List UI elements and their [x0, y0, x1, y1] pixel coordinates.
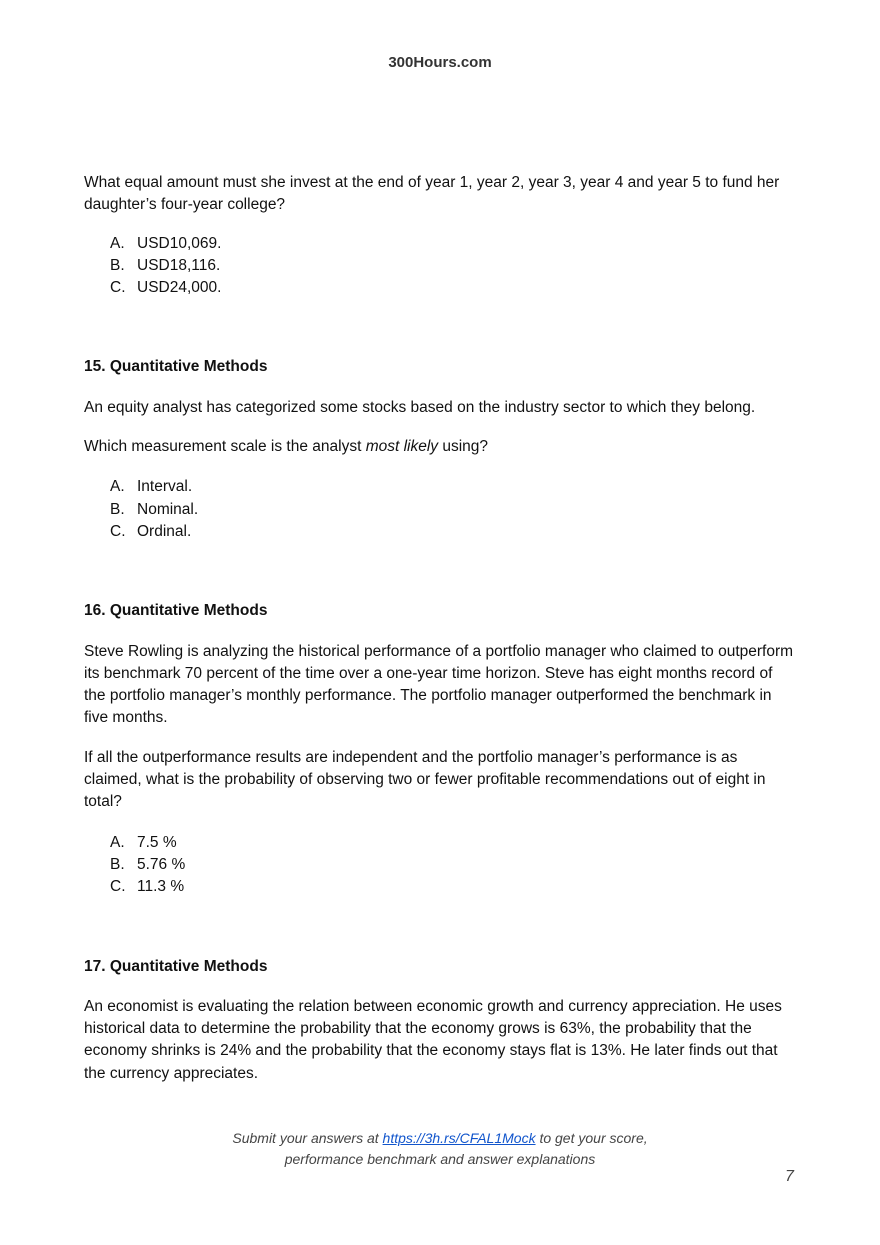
option-item [110, 854, 796, 876]
option-text: Ordinal. [137, 522, 192, 540]
q16-question-text: Steve Rowling is analyzing the historical performance of a portfolio manager who claimed to outperform its benchmark 70 percent of the time over a one-year time horizon. Steve has eight months record of the portfolio manager’s monthly performance. The portfolio manager outperformed the benchmark in five months. [84, 642, 794, 727]
option-letter: C. [110, 522, 126, 540]
option-text: USD24,000. [137, 279, 222, 297]
page-number: 7 [785, 1168, 794, 1185]
option-letter: B. [110, 256, 125, 274]
footer-text: Submit your answers at [232, 1130, 383, 1146]
q16-question-prompt: If all the outperformance results are independent and the portfolio manager’s performance is as claimed, what is the probability of observing two or fewer profitable recommendations out of eight in total? [84, 748, 766, 811]
submit-answers-link[interactable]: https://3h.rs/CFAL1Mock [382, 1130, 536, 1146]
option-item [110, 499, 796, 521]
option-text: 7.5 % [137, 833, 177, 851]
option-letter: C. [110, 878, 126, 896]
emphasis-text: most likely [365, 438, 439, 456]
footer-line-2: performance benchmark and answer explanations [284, 1150, 596, 1167]
prompt-text: Which measurement scale is the analyst [84, 438, 366, 456]
footer-line-1 [0, 1128, 880, 1149]
option-letter: A. [110, 234, 125, 252]
q15-title: 15. Quantitative Methods [84, 358, 268, 376]
option-item [110, 521, 796, 543]
option-letter: A. [110, 833, 125, 851]
page-content [84, 172, 796, 1085]
q17-question-text: An economist is evaluating the relation between economic growth and currency appreciation. He uses historical data to determine the probability that the economy grows is 63%, the probability that the economy shrinks is 24% and the probability that the economy stays flat is 13%. He later finds out that the currency appreciates. [84, 997, 782, 1082]
option-letter: B. [110, 855, 125, 873]
page-footer [0, 1128, 880, 1169]
option-item [110, 255, 796, 277]
option-letter: C. [110, 279, 126, 297]
option-text: Nominal. [137, 500, 199, 518]
site-header: 300Hours.com [388, 54, 492, 71]
prompt-text: using? [438, 438, 489, 456]
q15-options [84, 476, 796, 543]
option-text: USD10,069. [137, 234, 222, 252]
option-item [110, 832, 796, 854]
footer-text: to get your score, [535, 1130, 648, 1146]
option-text: USD18,116. [137, 256, 221, 274]
q14-options [84, 233, 796, 300]
option-text: Interval. [137, 478, 193, 496]
option-item [110, 876, 796, 898]
option-letter: A. [110, 478, 125, 496]
option-item [110, 476, 796, 498]
option-letter: B. [110, 500, 125, 518]
option-item [110, 233, 796, 255]
q16-title: 16. Quantitative Methods [84, 602, 268, 620]
option-text: 11.3 % [137, 878, 185, 896]
option-text: 5.76 % [137, 855, 186, 873]
q14-question-text: What equal amount must she invest at the end of year 1, year 2, year 3, year 4 and year 5 to fund her daughter’s four-year college? [84, 174, 780, 214]
q16-options [84, 832, 796, 899]
q15-question-prompt [84, 436, 796, 458]
option-item [110, 277, 796, 299]
q17-title: 17. Quantitative Methods [84, 957, 268, 975]
q15-question-text: An equity analyst has categorized some stocks based on the industry sector to which they belong. [84, 398, 756, 416]
